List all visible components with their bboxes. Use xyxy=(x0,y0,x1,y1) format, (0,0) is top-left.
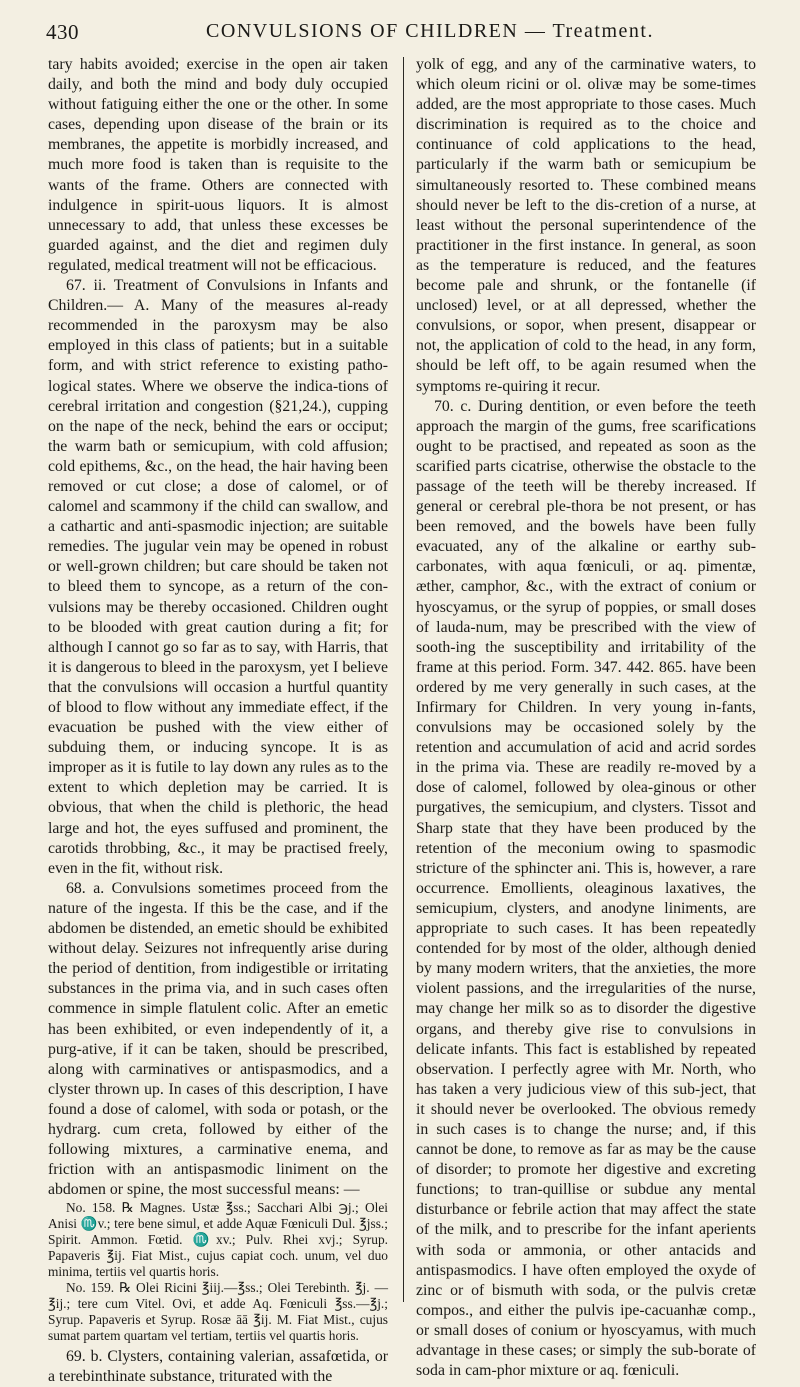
paragraph: yolk of egg, and any of the carminative waters, to which oleum ricini or ol. olivæ may be some-times added, are the most appropriate to those cases. Much discrimination is required as to the choice and continuance of cold applications to the head, particularly if the warm bath or semicupium be simultaneously resorted to. These combined means should never be left to the dis-cretion of a nurse, at least without the personal superintendence of the practitioner in the first instance. In general, as soon as the temperature is reduced, and the features become pale and shrunk, or the fontanelle (if unclosed) level, or at all depressed, whether the convulsions, or sopor, when present, disappear or not, the application of cold to the head, in any form, should be left off, to be again resumed when the symptoms re-quiring it recur. xyxy=(416,56,756,395)
running-title: CONVULSIONS OF CHILDREN — Treatment. xyxy=(206,20,654,42)
text-columns xyxy=(48,55,756,1385)
page-number: 430 xyxy=(46,20,79,44)
right-column xyxy=(416,55,756,1381)
paragraph: 70. c. During dentition, or even before the teeth approach the margin of the gums, free scarifications ought to be practised, and repeated as soon as the scarified parts cicatrise, otherwise the obstacle to the passage of the teeth will be thereby increased. If general or cerebral ple-thora be not present, or has been removed, and the bowels have been fully evacuated, any of the alkaline or earthy sub-carbonates, with aqua fœniculi, or aq. pimentæ, æther, camphor, &c., with the extract of conium or hyoscyamus, or the syrup of poppies, or small doses of lauda-num, may be prescribed with the view of sooth-ing the susceptibility and irritability of the frame at this period. Form. 347. 442. 865. have been ordered by me very generally in such cases, at the Infirmary for Children. In very young in-fants, convulsions may be occasioned solely by the retention and accumulation of acid and acrid sordes in the prima via. These are readily re-moved by a dose of calomel, followed by olea-ginous or other purgatives, the semicupium, and clysters. Tissot and Sharp state that they have been produced by the retention of the meconium owing to spasmodic stricture of the sphincter ani. This is, however, a rare occurrence. Emollients, oleaginous laxatives, the semicupium, clysters, and anodyne liniments, are appropriate to such cases. It has been repeatedly contended for by most of the older, although denied by many modern writers, that the anxieties, the more violent passions, and the irregularities of the nurse, may change her milk so as to disorder the digestive organs, and thereby give rise to convulsions in delicate infants. This fact is established by repeated observation. I perfectly agree with Mr. North, who has taken a very judicious view of this sub-ject, that it should never be overlooked. The obvious remedy in such cases is to change the nurse; and, if this cannot be done, to remove as far as may be the cause of disorder; to promote her digestive and excreting functions; to tran-quillise or subdue any mental disturbance or febrile action that may affect the state of the milk, and to prescribe for the infant aperients with soda or ammonia, or other antacids and antispasmodics. I have often employed the oxyde of zinc or of bismuth with soda, or the pulvis cretæ compos., and either the pulvis ipe-cacuanhæ comp., or small doses of conium or hyoscyamus, with much advantage in these cases; or simply the sub-borate of soda in cam-phor mixture or aq. fœniculi. xyxy=(416,397,756,1380)
prescription-formula: No. 158. ℞ Magnes. Ustæ ℥ss.; Sacchari Albi ℈j.; Olei Anisi ♏v.; tere bene simul, et adde Aquæ Fœniculi Dul. ℥jss.; Spirit. Ammon. Fœtid. ♏xv.; Pulv. Rhei xvj.; Syrup. Papaveris ℥ij. Fiat Mist., cujus capiat coch. unum, vel duo minima, tertiis vel quartis horis. xyxy=(48,1200,388,1279)
paragraph: 68. a. Convulsions sometimes proceed from the nature of the ingesta. If this be the case, and if the abdomen be distended, an emetic should be exhibited without delay. Seizures not infrequently arise during the period of dentition, from indigestible or irritating substances in the prima via, and in such cases often commence in simple flatulent colic. After an emetic has been exhibited, or even independently of it, a purg-ative, if it can be taken, should be prescribed, along with carminatives or antispasmodics, and a clyster thrown up. In cases of this description, I have found a dose of calomel, with soda or potash, or the hydrarg. cum creta, followed by either of the following mixtures, a carminative enema, and friction with an antispasmodic liniment on the abdomen or spine, the most successful means: — xyxy=(48,879,388,1199)
paragraph: tary habits avoided; exercise in the open air taken daily, and both the mind and body duly occupied without fatiguing either the one or the other. In some cases, depending upon disease of the brain or its membranes, the appetite is morbidly increased, and much more food is taken than is requisite to the wants of the frame. Others are connected with indulgence in spirit-uous liquors. It is almost unnecessary to add, that unless these excesses be guarded against, and the diet and regimen duly regulated, medical treatment will not be efficacious. xyxy=(48,56,388,274)
paragraph: 69. b. Clysters, containing valerian, assafœtida, or a terebinthinate substance, triturated with the xyxy=(48,1347,388,1385)
left-column xyxy=(48,55,388,1387)
prescription-formula: No. 159. ℞ Olei Ricini ℥iij.—℥ss.; Olei Terebinth. ℥j. —℥ij.; tere cum Vitel. Ovi, et adde Aq. Fœniculi ℥ss.—℥j.; Syrup. Papaveris et Syrup. Rosæ āā ℥ij. M. Fiat Mist., cujus sumat partem quartam vel tertiam, tertiis vel quartis horis. xyxy=(48,1280,388,1343)
page-header xyxy=(46,20,754,48)
paragraph: 67. ii. Treatment of Convulsions in Infants and Children.— A. Many of the measures al-ready recommended in the paroxysm may be also employed in this class of patients; but in a suitable form, and with strict reference to existing patho-logical states. Where we observe the indica-tions of cerebral irritation and congestion (§21,24.), cupping on the nape of the neck, behind the ears or occiput; the warm bath or semicupium, with cold affusion; cold epithems, &c., on the head, the hair having been removed or cut close; a dose of calomel, or of calomel and scammony if the child can swallow, and a cathartic and anti-spasmodic injection; are suitable remedies. The jugular vein may be opened in robust or well-grown children; but care should be taken not to bleed them to syncope, as a return of the con-vulsions may be thereby occasioned. Children ought to be blooded with great caution during a fit; for although I cannot go so far as to say, with Harris, that it is dangerous to bleed in the paroxysm, yet I believe that the convulsions will occasion a hurtful quantity of blood to flow without any immediate effect, if the evacuation be pushed with the view either of subduing them, or inducing syncope. It is as improper as it is futile to lay down any rules as to the extent to which depletion may be carried. It is obvious, that when the child is plethoric, the head large and hot, the eyes suffused and prominent, the carotids throbbing, &c., it may be practised freely, even in the fit, without risk. xyxy=(48,277,388,877)
column-divider xyxy=(403,57,404,1302)
